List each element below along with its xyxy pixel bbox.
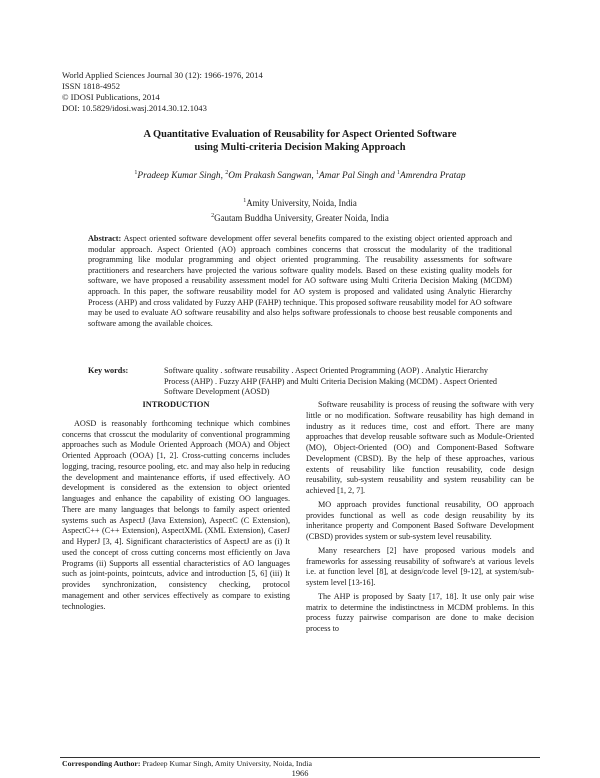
corresponding-text: Pradeep Kumar Singh, Amity University, Noida, India [140,759,312,768]
footer-divider [60,757,540,758]
author-affil-mark: 1 [316,170,320,176]
issn: ISSN 1818-4952 [62,81,121,91]
journal-header [62,70,263,114]
page-number: 1966 [291,769,309,778]
author-affil-mark: 1 [134,170,138,176]
author-name: Om Prakash Sangwan, [228,171,317,182]
author-name: Amar Pal Singh and [319,171,398,182]
keywords-text: Software quality . software reusability . Aspect Oriented Programming (AOP) . Analytic Hierarchy Process (AHP) . Fuzzy AHP (FAHP) and Multi Criteria Decision Making (MCDM) . Aspect Oriented Software Development (AOSD) [164,366,497,397]
affiliation-1 [60,195,540,210]
journal-citation: World Applied Sciences Journal 30 (12): 1966-1976, 2014 [62,70,263,80]
title-line-1: A Quantitative Evaluation of Reusability for Aspect Oriented Software [143,129,457,140]
corresponding-author [62,759,312,768]
abstract [88,234,512,329]
keywords [88,366,512,398]
corresponding-label: Corresponding Author: [62,759,141,768]
paragraph: MO approach provides functional reusability, OO approach provides functional as well as code design reusability by its inheritance property and Component Based Software Development (CBSD) provides system or sub-system level reusability. [306,499,534,541]
paper-title [60,128,540,154]
affiliation-2 [60,210,540,225]
right-column [306,400,534,638]
author-name: Pradeep Kumar Singh, [137,171,226,182]
left-column [62,400,290,615]
keywords-label: Key words: [88,366,129,375]
affiliations [60,195,540,225]
author-affil-mark: 2 [225,170,229,176]
affil-mark: 1 [243,198,247,204]
abstract-text: Aspect oriented software development offer several benefits compared to the existing object oriented approach and modular approach. Aspect Oriented (AO) approach combines concerns that crosscut the modularity of the traditional programming like modular programming and object oriented programming. The reusability assessments for software practitioners and researchers have projected the various software quality models. Based on these existing quality models for software, we have proposed a reusability assessment model for AO software using Multi Criteria Decision Making (MCDM) approach. In this paper, the software reusability model for AO system is proposed and validated using Analytic Hierarchy Process (AHP) and cross validated by Fuzzy AHP (FAHP) technique. This proposed software reusability model for AO software may be used to evaluate AO software reusability and also helps software professionals to choose best reusable components and software among the available choices. [88,234,512,328]
doi: DOI: 10.5829/idosi.wasj.2014.30.12.1043 [62,103,207,113]
copyright: © IDOSI Publications, 2014 [62,92,160,102]
paragraph: The AHP is proposed by Saaty [17, 18]. It use only pair wise matrix to determine the indistinctness in MCDM problems. In this process fuzzy pairwise comparison are done to make decision process to [306,591,534,633]
section-heading-introduction: INTRODUCTION [142,400,210,409]
paragraph: AOSD is reasonably forthcoming technique which combines concerns that crosscut the modularity of conventional programming approaches such as Module Oriented Approach (MOA) and Object Oriented Approach (OOA) [1, 2]. Cross-cutting concerns includes logging, tracing, resource pooling, etc. and may also help in reducing the development and maintenance efforts, if used effectively. AO development is considered as the extension to object oriented languages and enhance the capability of existing OO languages. There are many languages that belongs to family aspect oriented systems such as AspectJ (Java Extension), AspectC (C Extension), AspectC++ (C++ Extension), AspectXML (XML Extension), CaserJ and HyperJ [3, 4]. Significant characteristics of AspectJ are as (i) It used the concept of cross cutting concerns most efficiently on Java Programs (ii) Supports all essential characteristics of AO languages such as joint-points, pointcuts, advice and introduction [5, 6] (iii) It provides synchronization, consistency checking, protocol management and other services effectively as compare to existing technologies. [62,418,290,611]
author-affil-mark: 1 [397,170,401,176]
abstract-label: Abstract: [88,234,122,243]
affil-mark: 2 [211,212,215,219]
affil-text: Amity University, Noida, India [246,197,357,208]
paragraph: Software reusability is process of reusing the software with very little or no modification. Software reusability has high demand in industry as it reduces time, cost and effort. There are many approaches that develop reusable software such as Module-Oriented (MO), Object-Oriented (OO) and Component-Based Software Development (CBSD). By the help of these approaches, various extents of reusability like function reusability, code design reusability, sub-system reusability and system reusability can be achieved [1, 2, 7]. [306,400,534,495]
author-name: Amrendra Pratap [400,171,466,182]
title-line-2: using Multi-criteria Decision Making Approach [194,142,406,153]
paragraph: Many researchers [2] have proposed various models and frameworks for assessing reusability of software's at various levels i.e. at function level [8], at design/code level [9-12], at system/sub-system level [13-16]. [306,545,534,587]
affil-text: Gautam Buddha University, Greater Noida, India [214,212,389,223]
author-list [60,170,540,181]
